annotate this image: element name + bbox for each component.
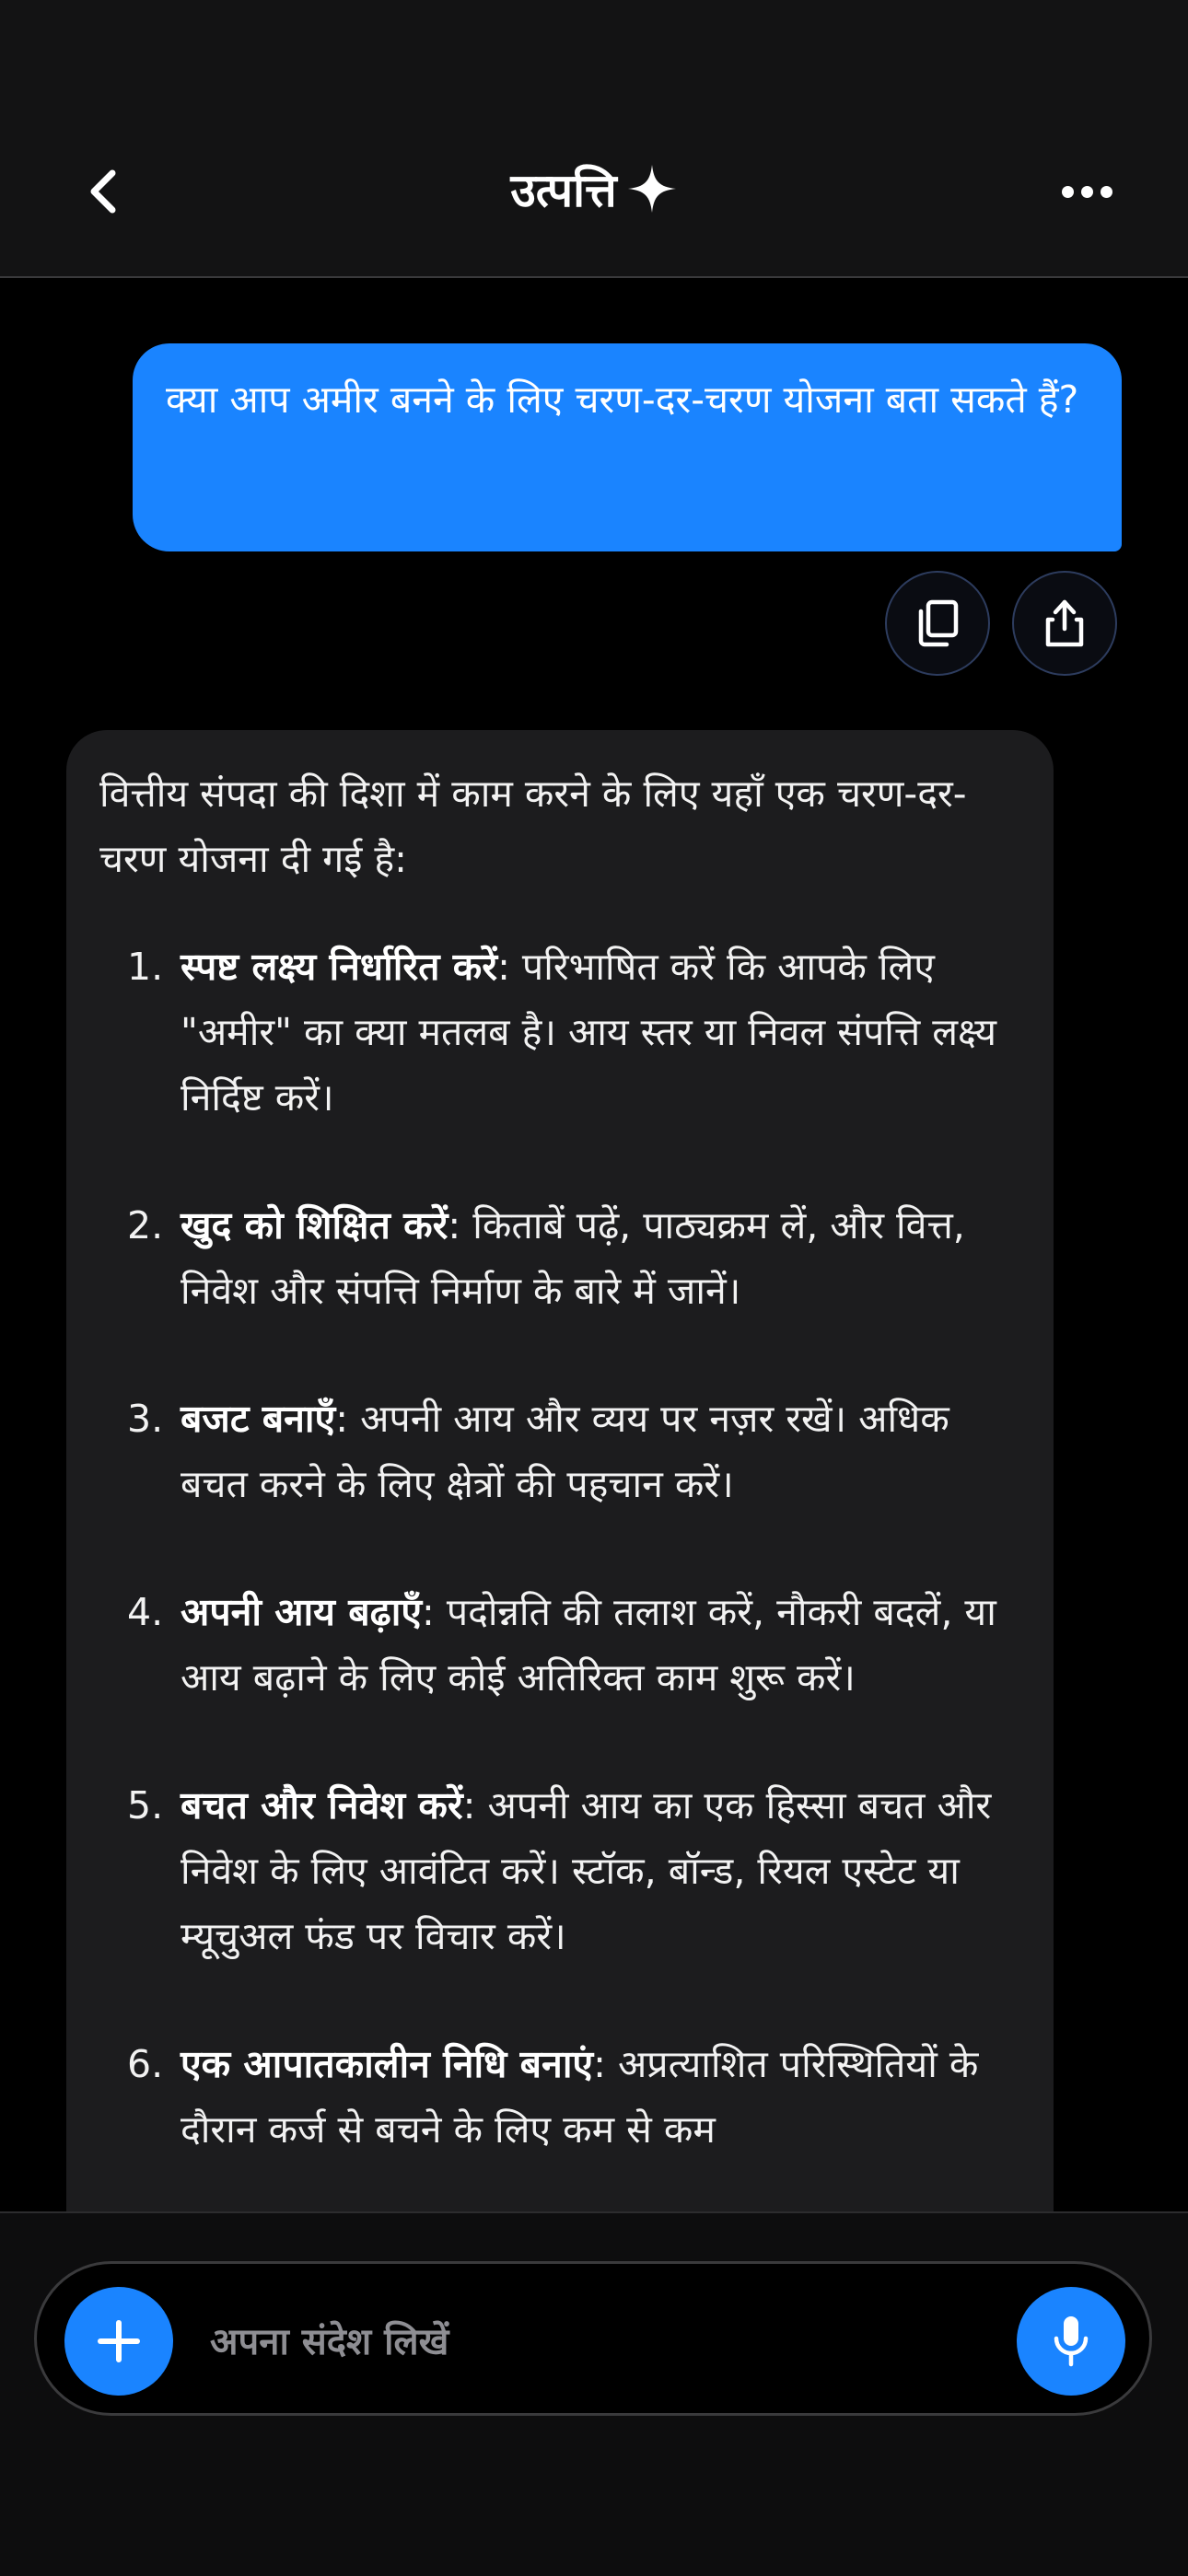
list-item [99,1387,1020,1517]
step-number: 6. [127,2042,164,2086]
step-text: : पदोन्नति की तलाश करें, नौकरी बदलें, या आय बढ़ाने के लिए कोई अतिरिक्त काम शुरू करें। [181,1590,996,1700]
step-number: 5. [127,1783,164,1828]
step-title: खुद को शिक्षित करें [181,1203,448,1247]
microphone-icon [1051,2315,1091,2368]
step-body [181,934,1020,1131]
list-item [99,1580,1020,1711]
step-title: स्पष्ट लक्ष्य निर्धारित करें [181,945,498,989]
more-horizontal-icon [1062,186,1074,198]
step-text: : अपनी आय और व्यय पर नज़र रखें। अधिक बचत करने के लिए क्षेत्रों की पहचान करें। [181,1397,949,1506]
step-text: : अपनी आय का एक हिस्सा बचत और निवेश के लिए आवंटित करें। स्टॉक, बॉन्ड, रियल एस्टेट या म्यूचुअल फंड पर विचार करें। [181,1783,992,1958]
user-message-bubble [133,343,1122,551]
top-bar [0,0,1188,278]
step-text: : परिभाषित करें कि आपके लिए "अमीर" का क्या मतलब है। आय स्तर या निवल संपत्ति लक्ष्य निर्दिष्ट करें। [181,945,997,1120]
copy-button[interactable] [885,571,990,676]
message-composer [34,2261,1152,2416]
step-body [181,2032,1020,2163]
ai-intro-text: वित्तीय संपदा की दिशा में काम करने के लिए यहाँ एक चरण-दर-चरण योजना दी गई है: [99,772,967,881]
step-title: बजट बनाएँ [181,1397,336,1441]
sparkle-icon [626,163,678,215]
list-item [99,934,1020,1131]
add-attachment-button[interactable] [64,2287,173,2396]
share-icon [1042,598,1088,649]
list-item [99,1773,1020,1969]
message-input[interactable] [208,2295,967,2389]
more-horizontal-icon [1081,186,1093,198]
microphone-button[interactable] [1017,2287,1125,2396]
step-list [99,934,1020,2163]
title-wrap [0,152,1188,226]
step-text: : अप्रत्याशित परिस्थितियों के दौरान कर्ज से बचने के लिए कम से कम [181,2042,979,2152]
more-horizontal-icon [1101,186,1112,198]
ai-message-bubble [66,730,1054,2211]
step-number: 2. [127,1203,164,1247]
step-body [181,1773,1020,1969]
step-body [181,1580,1020,1711]
list-item [99,1193,1020,1324]
step-number: 4. [127,1590,164,1634]
plus-icon [95,2317,143,2365]
share-button[interactable] [1012,571,1117,676]
copy-icon [914,598,961,648]
step-title: अपनी आय बढ़ाएँ [181,1590,423,1634]
step-number: 3. [127,1397,164,1441]
step-body [181,1387,1020,1517]
more-options-button[interactable] [1050,166,1124,217]
chat-thread[interactable] [0,276,1188,2211]
page-title: उत्पत्ति [510,164,617,217]
list-item [99,2032,1020,2163]
step-body [181,1193,1020,1324]
composer-area [0,2211,1188,2576]
step-title: बचत और निवेश करें [181,1783,463,1828]
step-text: : किताबें पढ़ें, पाठ्यक्रम लें, और वित्त, निवेश और संपत्ति निर्माण के बारे में जानें। [181,1203,965,1313]
step-title: एक आपातकालीन निधि बनाएं [181,2042,594,2086]
user-message-text: क्या आप अमीर बनने के लिए चरण-दर-चरण योजना बता सकते हैं? [166,377,1079,422]
step-number: 1. [127,945,164,989]
